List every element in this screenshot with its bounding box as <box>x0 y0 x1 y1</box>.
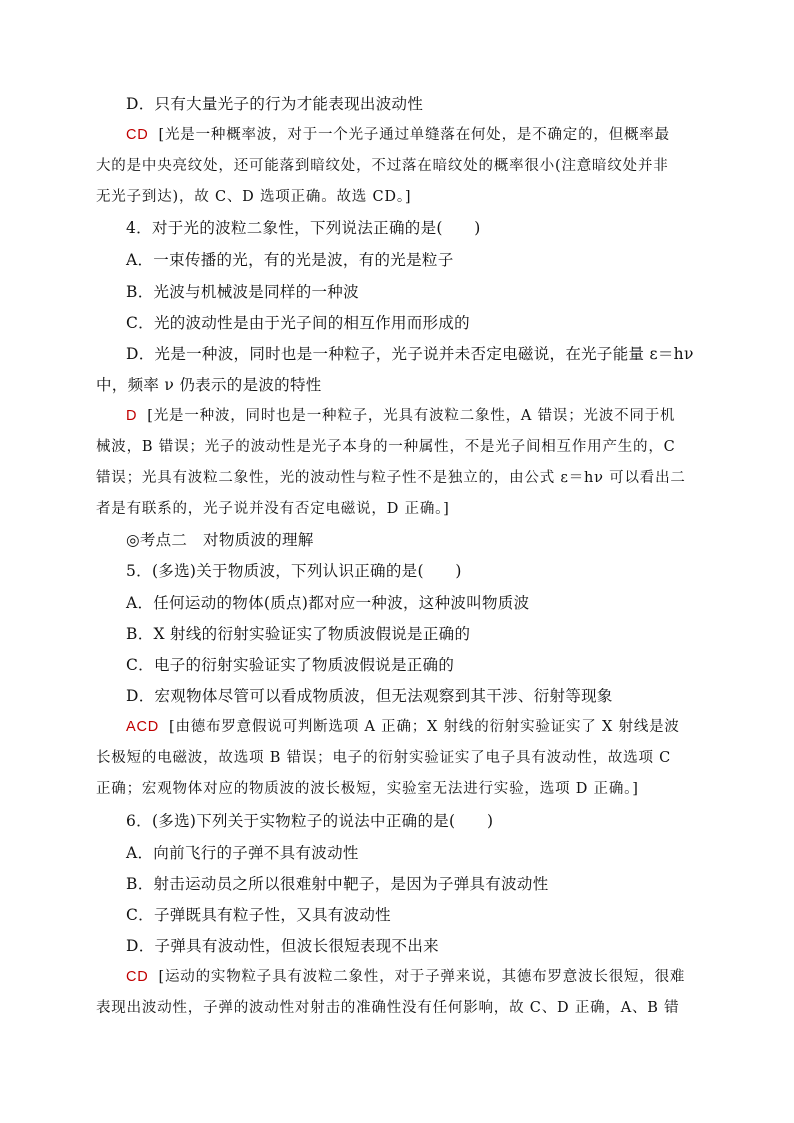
question-6: 6．(多选)下列关于实物粒子的说法中正确的是( ) <box>126 812 494 830</box>
option-d-q5: D．宏观物体尽管可以看成物质波，但无法观察到其干涉、衍射等现象 <box>126 687 613 705</box>
explanation-q5: ACD [由德布罗意假说可判断选项 A 正确；X 射线的衍射实验证实了 X 射线是波 <box>126 719 680 735</box>
explanation-q6: CD [运动的实物粒子具有波粒二象性，对于子弹来说，其德布罗意波长很短，很难 <box>126 969 686 985</box>
explanation-line: 者是有联系的，光子说并没有否定电磁说，D 正确。] <box>96 501 450 517</box>
answer-key: D <box>126 408 138 424</box>
option-b-q4: B．光波与机械波是同样的一种波 <box>126 283 359 301</box>
option-c-q6: C．子弹既具有粒子性，又具有波动性 <box>126 906 391 924</box>
option-a-q4: A．一束传播的光，有的光是波，有的光是粒子 <box>126 251 454 269</box>
option-b-q6: B．射击运动员之所以很难射中靶子，是因为子弹具有波动性 <box>126 875 549 893</box>
explanation-line: 表现出波动性，子弹的波动性对射击的准确性没有任何影响，故 C、D 正确，A、B 错 <box>96 1000 680 1016</box>
explanation-line: 长极短的电磁波，故选项 B 错误；电子的衍射实验证实了电子具有波动性，故选项 C <box>96 750 672 766</box>
option-a-q5: A．任何运动的物体(质点)都对应一种波，这种波叫物质波 <box>126 594 530 612</box>
explanation-line: 正确；宏观物体对应的物质波的波长极短，实验室无法进行实验，选项 D 正确。] <box>96 781 639 797</box>
option-d-q4-cont: 中，频率 ν 仍表示的是波的特性 <box>96 376 322 394</box>
option-a-q6: A．向前飞行的子弹不具有波动性 <box>126 844 359 862</box>
answer-key: CD <box>126 969 149 985</box>
question-4: 4．对于光的波粒二象性，下列说法正确的是( ) <box>126 219 481 237</box>
explanation-line: 大的是中央亮纹处，还可能落到暗纹处，不过落在暗纹处的概率很小(注意暗纹处并非 <box>96 158 669 174</box>
option-d-q4: D．光是一种波，同时也是一种粒子，光子说并未否定电磁说，在光子能量 ε＝hν <box>126 345 694 363</box>
option-d-q6: D．子弹具有波动性，但波长很短表现不出来 <box>126 937 439 955</box>
section-heading: ◎考点二 对物质波的理解 <box>126 531 314 549</box>
explanation-line: 无光子到达)，故 C、D 选项正确。故选 CD。] <box>96 189 412 205</box>
option-c-q4: C．光的波动性是由于光子间的相互作用而形成的 <box>126 314 470 332</box>
answer-key: ACD <box>126 719 160 735</box>
option-c-q5: C．电子的衍射实验证实了物质波假说是正确的 <box>126 656 455 674</box>
explanation-line: 械波，B 错误；光子的波动性是光子本身的一种属性，不是光子间相互作用产生的，C <box>96 439 676 455</box>
answer-key: CD <box>126 127 149 143</box>
question-5: 5．(多选)关于物质波，下列认识正确的是( ) <box>126 562 462 580</box>
option-d-q3: D．只有大量光子的行为才能表现出波动性 <box>126 95 424 113</box>
explanation-q3: CD [光是一种概率波，对于一个光子通过单缝落在何处，是不确定的，但概率最 <box>126 127 670 143</box>
option-b-q5: B．X 射线的衍射实验证实了物质波假说是正确的 <box>126 625 471 643</box>
explanation-line: 错误；光具有波粒二象性，光的波动性与粒子性不是独立的，由公式 ε＝hν 可以看出二 <box>96 470 686 486</box>
explanation-q4: D [光是一种波，同时也是一种粒子，光具有波粒二象性，A 错误；光波不同于机 <box>126 408 676 424</box>
